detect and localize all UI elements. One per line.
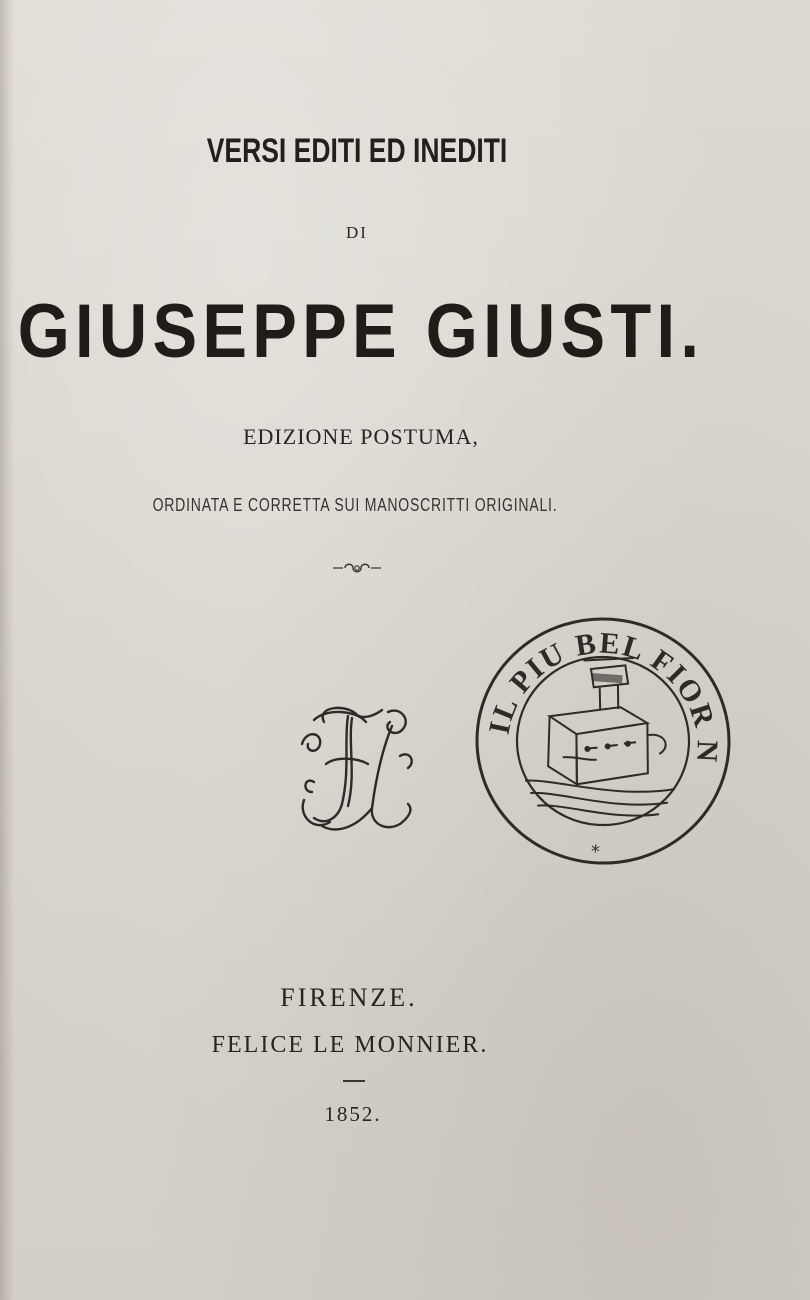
imprint-year: 1852. — [324, 1102, 382, 1126]
imprint-city: FIRENZE. — [280, 983, 418, 1012]
stamp-motto: IL PIU BEL FIOR NE — [482, 626, 724, 765]
monogram-fl-icon — [296, 700, 420, 840]
svg-text:IL PIU BEL FIOR NE COGLIE — [468, 610, 735, 766]
library-stamp — [468, 610, 738, 872]
subtitle-line: ORDINATA E CORRETTA SUI MANOSCRITTI ORIGINALI. — [152, 495, 558, 515]
by-line: DI — [346, 223, 368, 242]
svg-text:*: * — [590, 841, 601, 864]
imprint-divider — [343, 1080, 365, 1082]
book-title: VERSI EDITI ED INEDITI — [206, 132, 508, 170]
edition-line: EDIZIONE POSTUMA, — [243, 424, 479, 449]
imprint-publisher: FELICE LE MONNIER. — [211, 1032, 489, 1058]
author-name: GIUSEPPE GIUSTI. — [17, 289, 705, 374]
ornament-icon — [331, 560, 383, 576]
